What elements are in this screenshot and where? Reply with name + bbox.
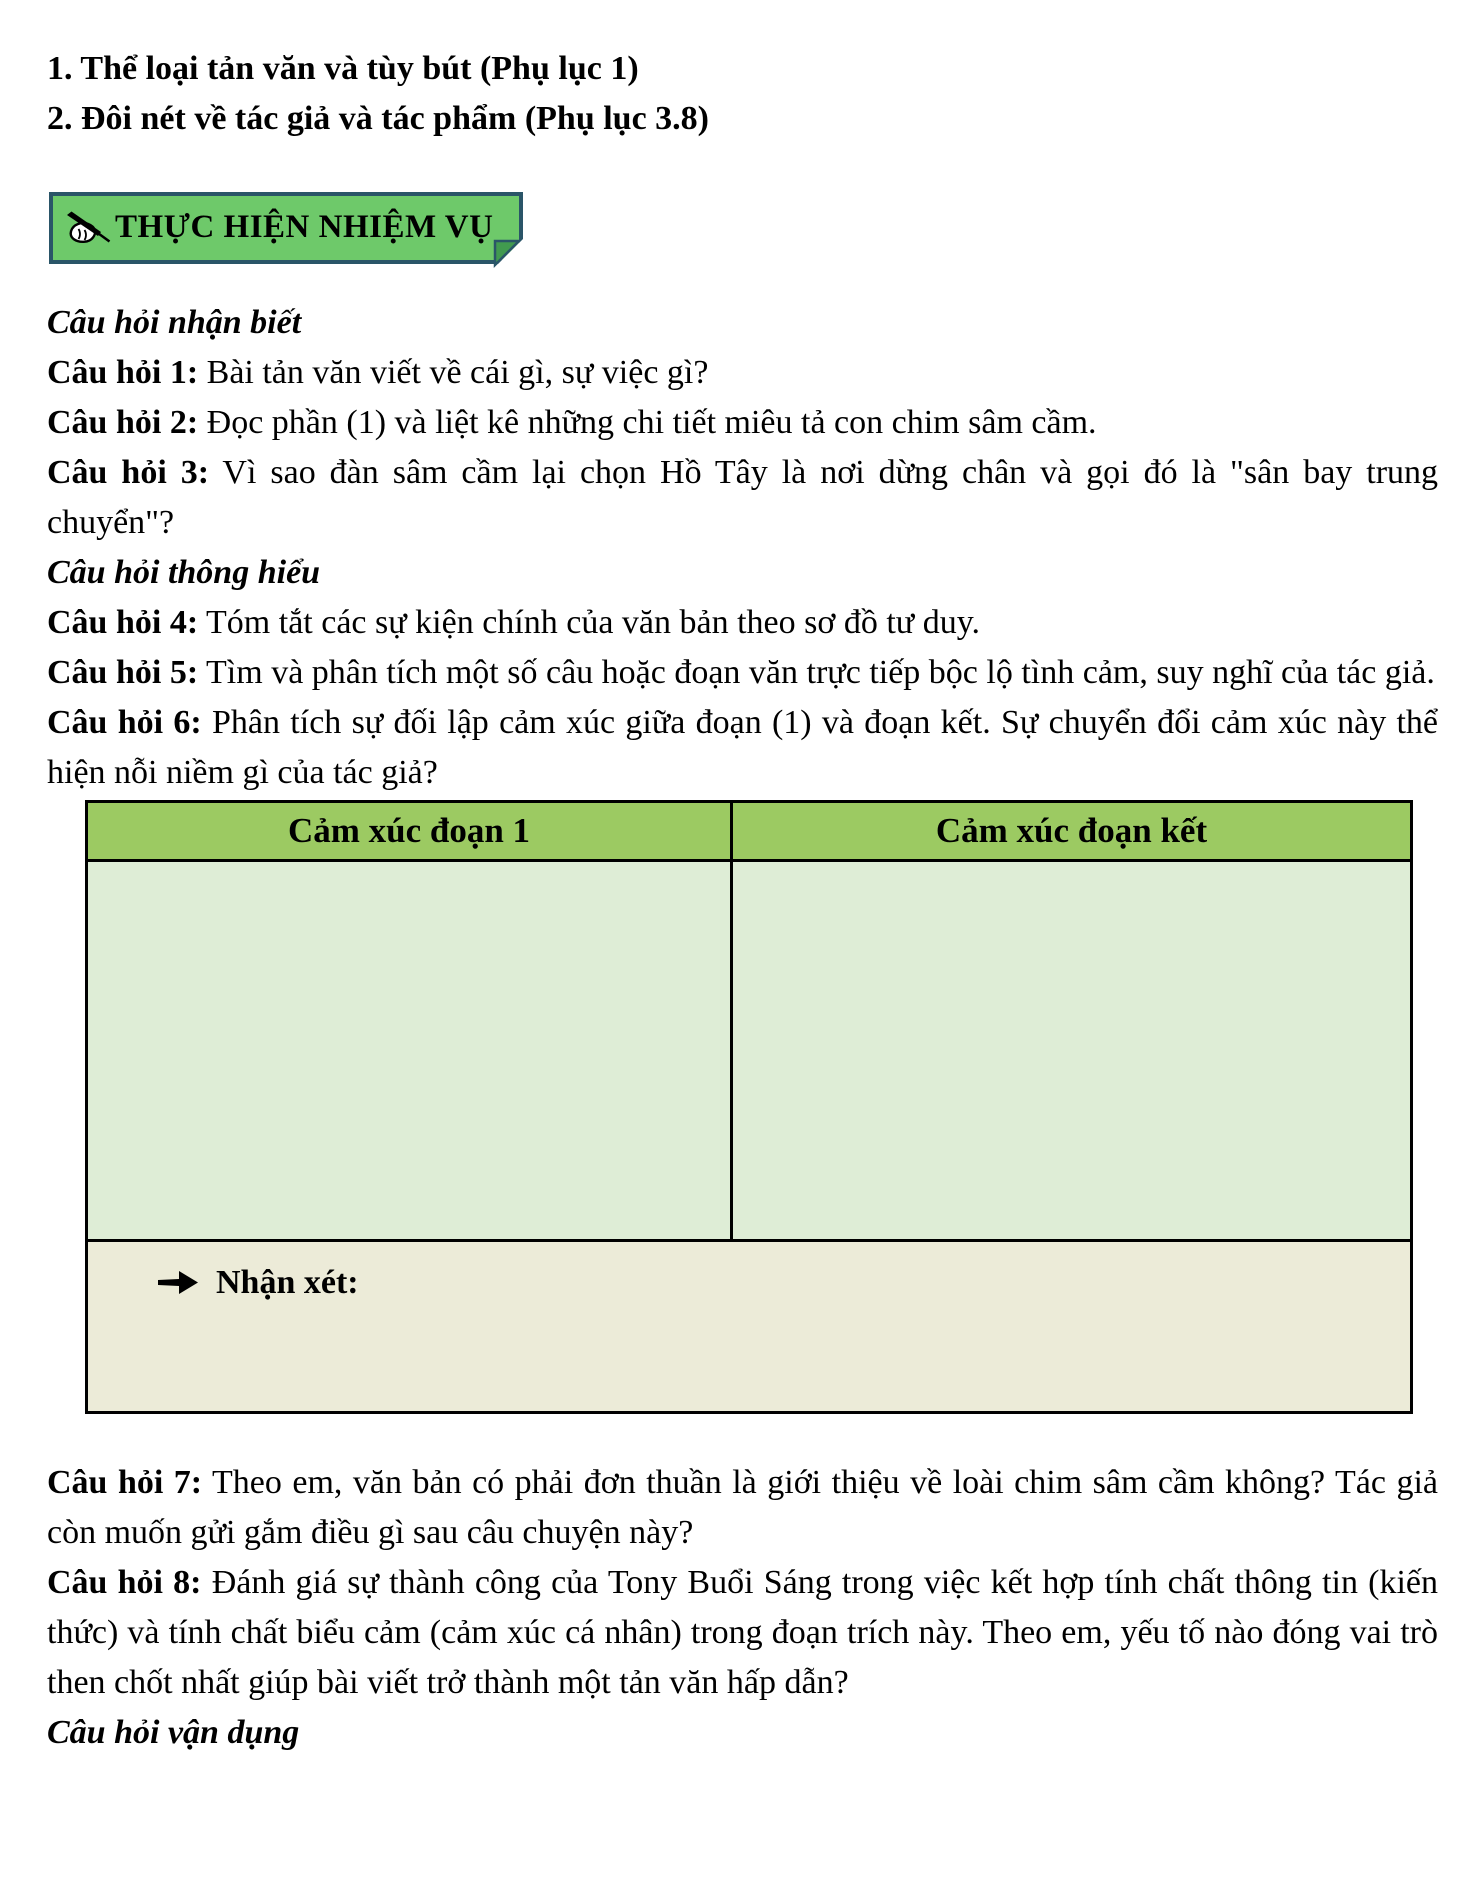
intro-line-1: 1. Thể loại tản văn và tùy bút (Phụ lục 1) <box>47 50 639 87</box>
task-banner <box>49 192 523 264</box>
question-7-text: Theo em, văn bản có phải đơn thuần là giới thiệu về loài chim sâm cầm không? Tác giả còn muốn gửi gắm điều gì sau câu chuyện này? <box>47 1464 1438 1551</box>
question-7-label: Câu hỏi 7: <box>47 1464 203 1501</box>
note-label: Nhận xét: <box>216 1264 359 1301</box>
question-4-label: Câu hỏi 4: <box>47 604 199 641</box>
emotion-comparison-table <box>85 800 1413 1414</box>
question-2-text: Đọc phần (1) và liệt kê những chi tiết miêu tả con chim sâm cầm. <box>206 404 1097 441</box>
question-5 <box>47 648 1438 698</box>
task-banner-label: THỰC HIỆN NHIỆM VỤ <box>115 209 494 245</box>
intro-line-2: 2. Đôi nét về tác giả và tác phẩm (Phụ lục 3.8) <box>47 100 710 137</box>
question-3-text: Vì sao đàn sâm cầm lại chọn Hồ Tây là nơi dừng chân và gọi đó là "sân bay trung chuyển"? <box>47 454 1439 541</box>
question-8 <box>47 1558 1438 1708</box>
question-6 <box>47 698 1438 798</box>
table-header-ending: Cảm xúc đoạn kết <box>732 802 1412 861</box>
folded-corner <box>493 234 523 264</box>
table-header-paragraph-1: Cảm xúc đoạn 1 <box>87 802 732 861</box>
table-note-row <box>87 1241 1412 1413</box>
section-heading-application: Câu hỏi vận dụng <box>47 1714 300 1751</box>
question-4 <box>47 598 1438 648</box>
question-1-label: Câu hỏi 1: <box>47 354 199 391</box>
task-banner-row <box>49 192 1438 268</box>
question-3-label: Câu hỏi 3: <box>47 454 210 491</box>
table-header-row <box>87 802 1412 861</box>
question-1-text: Bài tản văn viết về cái gì, sự việc gì? <box>206 354 709 391</box>
table-body-row <box>87 861 1412 1241</box>
question-3 <box>47 448 1438 548</box>
table-note-cell <box>87 1241 1412 1413</box>
question-5-label: Câu hỏi 5: <box>47 654 199 691</box>
question-8-text: Đánh giá sự thành công của Tony Buổi Sáng trong việc kết hợp tính chất thông tin (kiến thức) và tính chất biểu cảm (cảm xúc cá nhân) trong đoạn trích này. Theo em, yếu tố nào đóng vai trò then chốt nhất giúp bài viết trở thành một tản văn hấp dẫn? <box>47 1564 1439 1701</box>
question-6-label: Câu hỏi 6: <box>47 704 202 741</box>
question-4-text: Tóm tắt các sự kiện chính của văn bản theo sơ đồ tư duy. <box>206 604 981 641</box>
table-cell-paragraph-1 <box>87 861 732 1241</box>
question-6-text: Phân tích sự đối lập cảm xúc giữa đoạn (1) và đoạn kết. Sự chuyển đổi cảm xúc này thể hiện nỗi niềm gì của tác giả? <box>47 704 1439 791</box>
table-cell-ending <box>732 861 1412 1241</box>
section-heading-comprehension: Câu hỏi thông hiểu <box>47 554 321 591</box>
question-2-label: Câu hỏi 2: <box>47 404 199 441</box>
question-7 <box>47 1458 1438 1558</box>
question-5-text: Tìm và phân tích một số câu hoặc đoạn văn trực tiếp bộc lộ tình cảm, suy nghĩ của tác giả. <box>206 654 1435 691</box>
question-8-label: Câu hỏi 8: <box>47 1564 202 1601</box>
section-heading-recognition: Câu hỏi nhận biết <box>47 304 302 341</box>
question-2 <box>47 398 1438 448</box>
question-1 <box>47 348 1438 398</box>
writing-hand-icon <box>65 209 111 245</box>
right-arrow-icon <box>158 1262 200 1312</box>
